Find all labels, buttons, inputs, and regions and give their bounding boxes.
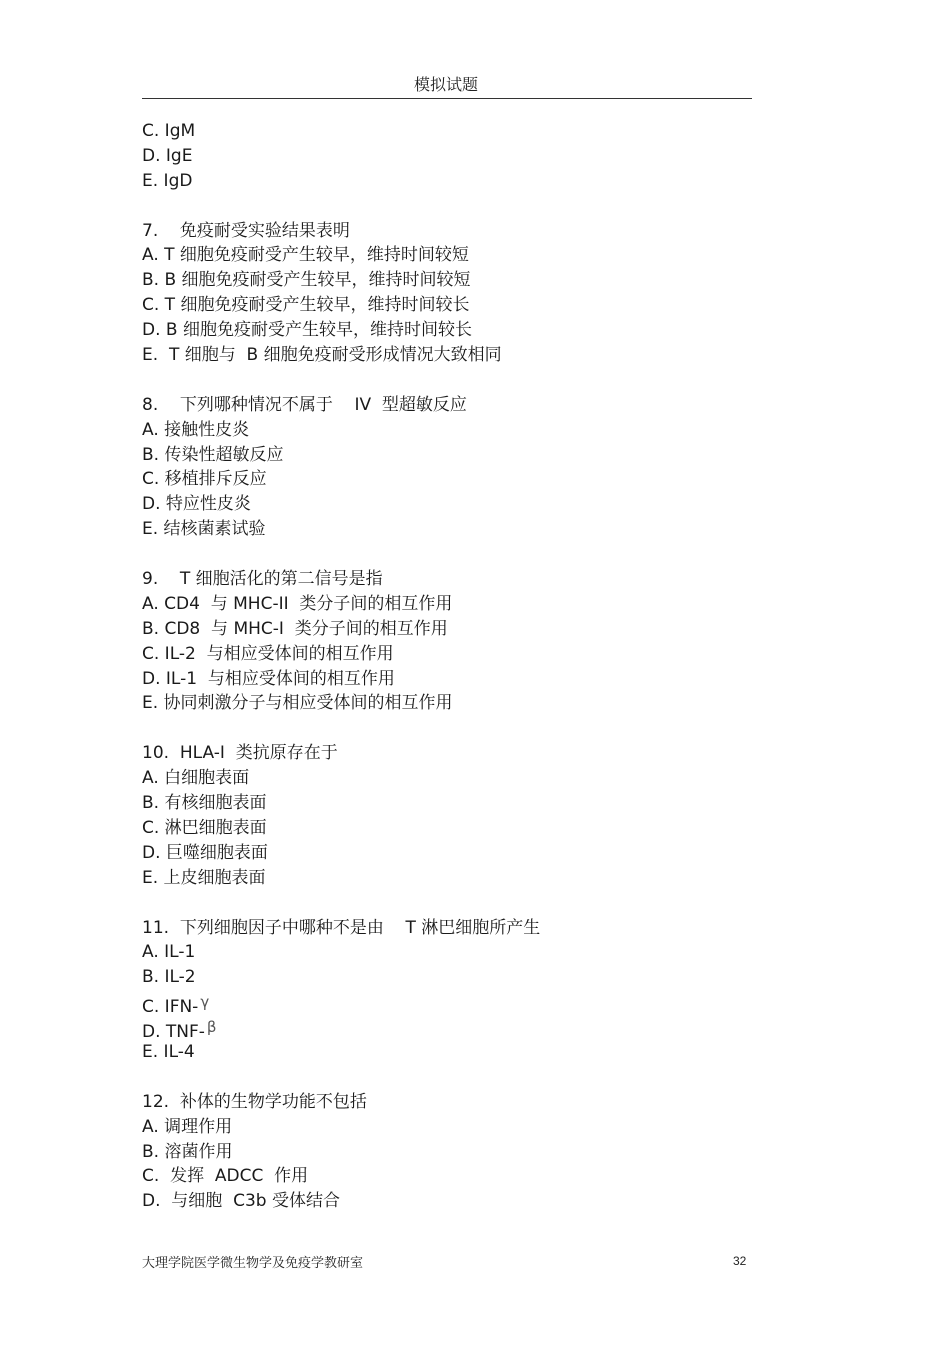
option-12d: D. 与细胞 C3b 受体结合 [142, 1191, 340, 1212]
option-12a: A. 调理作用 [142, 1116, 233, 1137]
option-10d: D. 巨噬细胞表面 [142, 842, 268, 863]
question-9-stem: 9. T 细胞活化的第二信号是指 [142, 569, 383, 590]
option-10c: C. 淋巴细胞表面 [142, 817, 267, 838]
option-7e: E. T 细胞与 B 细胞免疫耐受形成情况大致相同 [142, 345, 502, 366]
option-11a: A. IL-1 [142, 942, 196, 963]
option-11c-text: C. IFN- [142, 997, 199, 1018]
option-7d: D. B 细胞免疫耐受产生较早，维持时间较长 [142, 320, 472, 341]
question-7-block [142, 219, 762, 368]
option-8a: A. 接触性皮炎 [142, 419, 250, 440]
option-10a: A. 白细胞表面 [142, 768, 250, 789]
option-6d: D. IgE [142, 145, 193, 166]
option-11b: B. IL-2 [142, 967, 196, 988]
option-9d: D. IL-1 与相应受体间的相互作用 [142, 668, 395, 689]
option-9e: E. 协同刺激分子与相应受体间的相互作用 [142, 693, 453, 714]
option-9b: B. CD8 与 MHC-I 类分子间的相互作用 [142, 618, 448, 639]
header-title: 模拟试题 [413, 75, 478, 94]
question-content [142, 119, 762, 1214]
question-8-stem: 8. 下列哪种情况不属于 IV 型超敏反应 [142, 394, 467, 415]
option-6c: C. IgM [142, 121, 196, 141]
option-8c: C. 移植排斥反应 [142, 469, 267, 490]
option-8b: B. 传染性超敏反应 [142, 444, 284, 465]
option-9c: C. IL-2 与相应受体间的相互作用 [142, 643, 394, 664]
question-11-block [142, 916, 762, 1065]
option-6e: E. IgD [142, 170, 193, 191]
question-11-stem: 11. 下列细胞因子中哪种不是由 T 淋巴细胞所产生 [142, 917, 541, 938]
question-6-block [142, 119, 762, 194]
option-8e: E. 结核菌素试验 [142, 519, 266, 540]
gamma-symbol: γ [200, 993, 210, 1012]
option-7a: A. T 细胞免疫耐受产生较早，维持时间较短 [142, 245, 469, 266]
page-number: 32 [733, 1254, 747, 1268]
question-10-block [142, 741, 762, 890]
question-7-stem: 7. 免疫耐受实验结果表明 [142, 220, 350, 241]
option-12c: C. 发挥 ADCC 作用 [142, 1166, 309, 1187]
question-12-stem: 12. 补体的生物学功能不包括 [142, 1091, 367, 1112]
option-12b: B. 溶菌作用 [142, 1141, 233, 1162]
header-divider [142, 98, 752, 99]
footer-institution: 大理学院医学微生物学及免疫学教研室 [142, 1256, 364, 1271]
question-10-stem: 10. HLA-I 类抗原存在于 [142, 743, 338, 764]
option-7b: B. B 细胞免疫耐受产生较早，维持时间较短 [142, 270, 471, 291]
option-10e: E. 上皮细胞表面 [142, 867, 266, 888]
option-11c [142, 990, 762, 1018]
option-11e: E. IL-4 [142, 1041, 195, 1062]
beta-symbol: β [206, 1018, 217, 1037]
option-7c: C. T 细胞免疫耐受产生较早，维持时间较长 [142, 295, 470, 316]
question-9-block [142, 567, 762, 716]
option-11d-text: D. TNF- [142, 1022, 205, 1043]
question-8-block [142, 393, 762, 542]
question-12-block [142, 1090, 762, 1214]
option-11d [142, 1015, 762, 1043]
option-8d: D. 特应性皮炎 [142, 494, 251, 515]
option-9a: A. CD4 与 MHC-II 类分子间的相互作用 [142, 593, 453, 614]
option-10b: B. 有核细胞表面 [142, 793, 267, 814]
